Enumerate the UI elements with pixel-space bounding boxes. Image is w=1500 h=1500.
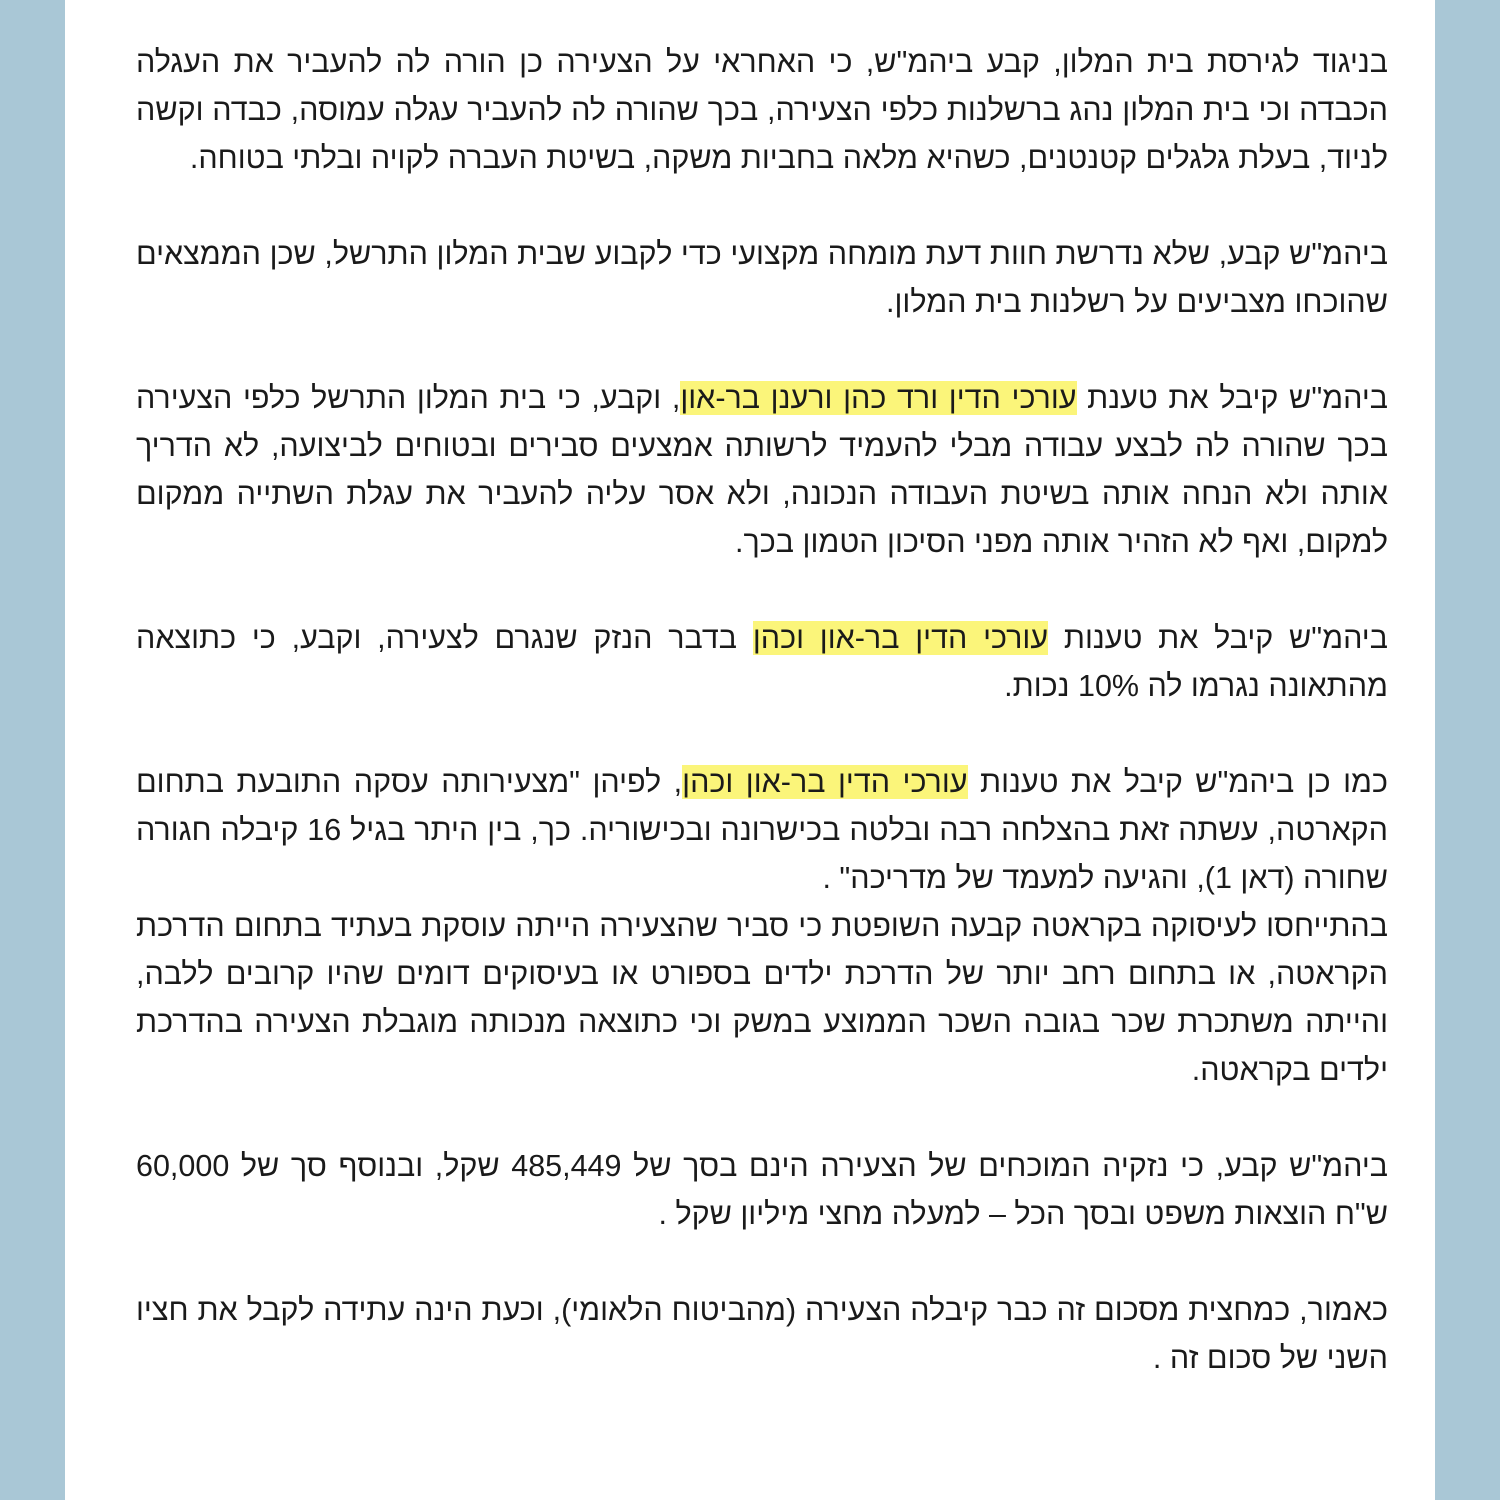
paragraph-text: ביהמ"ש קיבל את טענת [1076,381,1388,415]
paragraph-damages-amount: ביהמ"ש קבע, כי נזקיה המוכחים של הצעירה הינם בסך של 485,449 שקל, ובנוסף סך של 60,000 ש"ח הוצאות משפט ובסך הכל – למעלה מחצי מיליון שקל . [136,1149,1388,1231]
paragraph-karate-future: בהתייחסו לעיסוקה בקראטה קבעה השופטת כי סביר שהצעירה הייתה עוסקת בעתיד בתחום הדרכת הקראטה, או בתחום רחב יותר של הדרכת ילדים בספורט או בעיסוקים דומים שהיו קרובים ללבה, והייתה משתכרת שכר בגובה השכר הממוצע במשק וכי כתוצאה מנכותה מוגבלת הצעירה בהדרכת ילדים בקראטה. [136,909,1388,1087]
paragraph-payment-status: כאמור, כמחצית מסכום זה כבר קיבלה הצעירה (מהביטוח הלאומי), וכעת הינה עתידה לקבל את חציו השני של סכום זה . [136,1293,1388,1375]
paragraph-hotel-negligence: בניגוד לגירסת בית המלון, קבע ביהמ"ש, כי האחראי על הצעירה כן הורה לה להעביר את העגלה הכבדה וכי בית המלון נהג ברשלנות כלפי הצעירה, בכך שהורה לה להעביר עגלה עמוסה, כבדה וקשה לניוד, בעלת גלגלים קטנטנים, כשהיא מלאה בחביות משקה, בשיטת העברה לקויה ובלתי בטוחה. [136,45,1388,175]
paragraph-karate-claim [136,758,1388,902]
highlighted-lawyer-names: עורכי הדין בר-און וכהן [752,621,1049,655]
paragraph-text: כמו כן ביהמ"ש קיבל את טענות [967,765,1388,799]
paragraph-expert-opinion: ביהמ"ש קבע, שלא נדרשת חוות דעת מומחה מקצועי כדי לקבוע שבית המלון התרשל, שכן הממצאים שהוכחו מצביעים על רשלנות בית המלון. [136,237,1388,319]
paragraph-text: , וקבע, כי בית המלון התרשל כלפי הצעירה בכך שהורה לה לבצע עבודה מבלי להעמיד לרשותה אמצעים סבירים ובטוחים לביצועה, לא הדריך אותה ולא הנחה אותה בשיטת העבודה הנכונה, ולא אסר עליה להעביר את עגלת השתייה ממקום למקום, ואף לא הזהיר אותה מפני הסיכון הטמון בכך. [136,381,1388,559]
paragraph-lawyers-claim [136,374,1388,566]
highlighted-lawyer-names: עורכי הדין ורד כהן ורענן בר-און [680,381,1077,415]
paragraph-text: בדבר הנזק שנגרם לצעירה, וקבע, כי כתוצאה מהתאונה נגרמו לה 10% נכות. [136,621,1388,703]
highlighted-lawyer-names: עורכי הדין בר-און וכהן [682,765,968,799]
document-page [65,0,1435,1500]
document-body [136,38,1388,1430]
paragraph-text: , לפיהן "מצעירותה עסקה התובעת בתחום הקארטה, עשתה זאת בהצלחה רבה ובלטה בכישרונה ובכישוריה. כך, בין היתר בגיל 16 קיבלה חגורה שחורה (דאן 1), והגיעה למעמד של מדריכה" . [136,765,1388,895]
paragraph-text: ביהמ"ש קיבל את טענות [1048,621,1388,655]
paragraph-damage-claim [136,614,1388,710]
